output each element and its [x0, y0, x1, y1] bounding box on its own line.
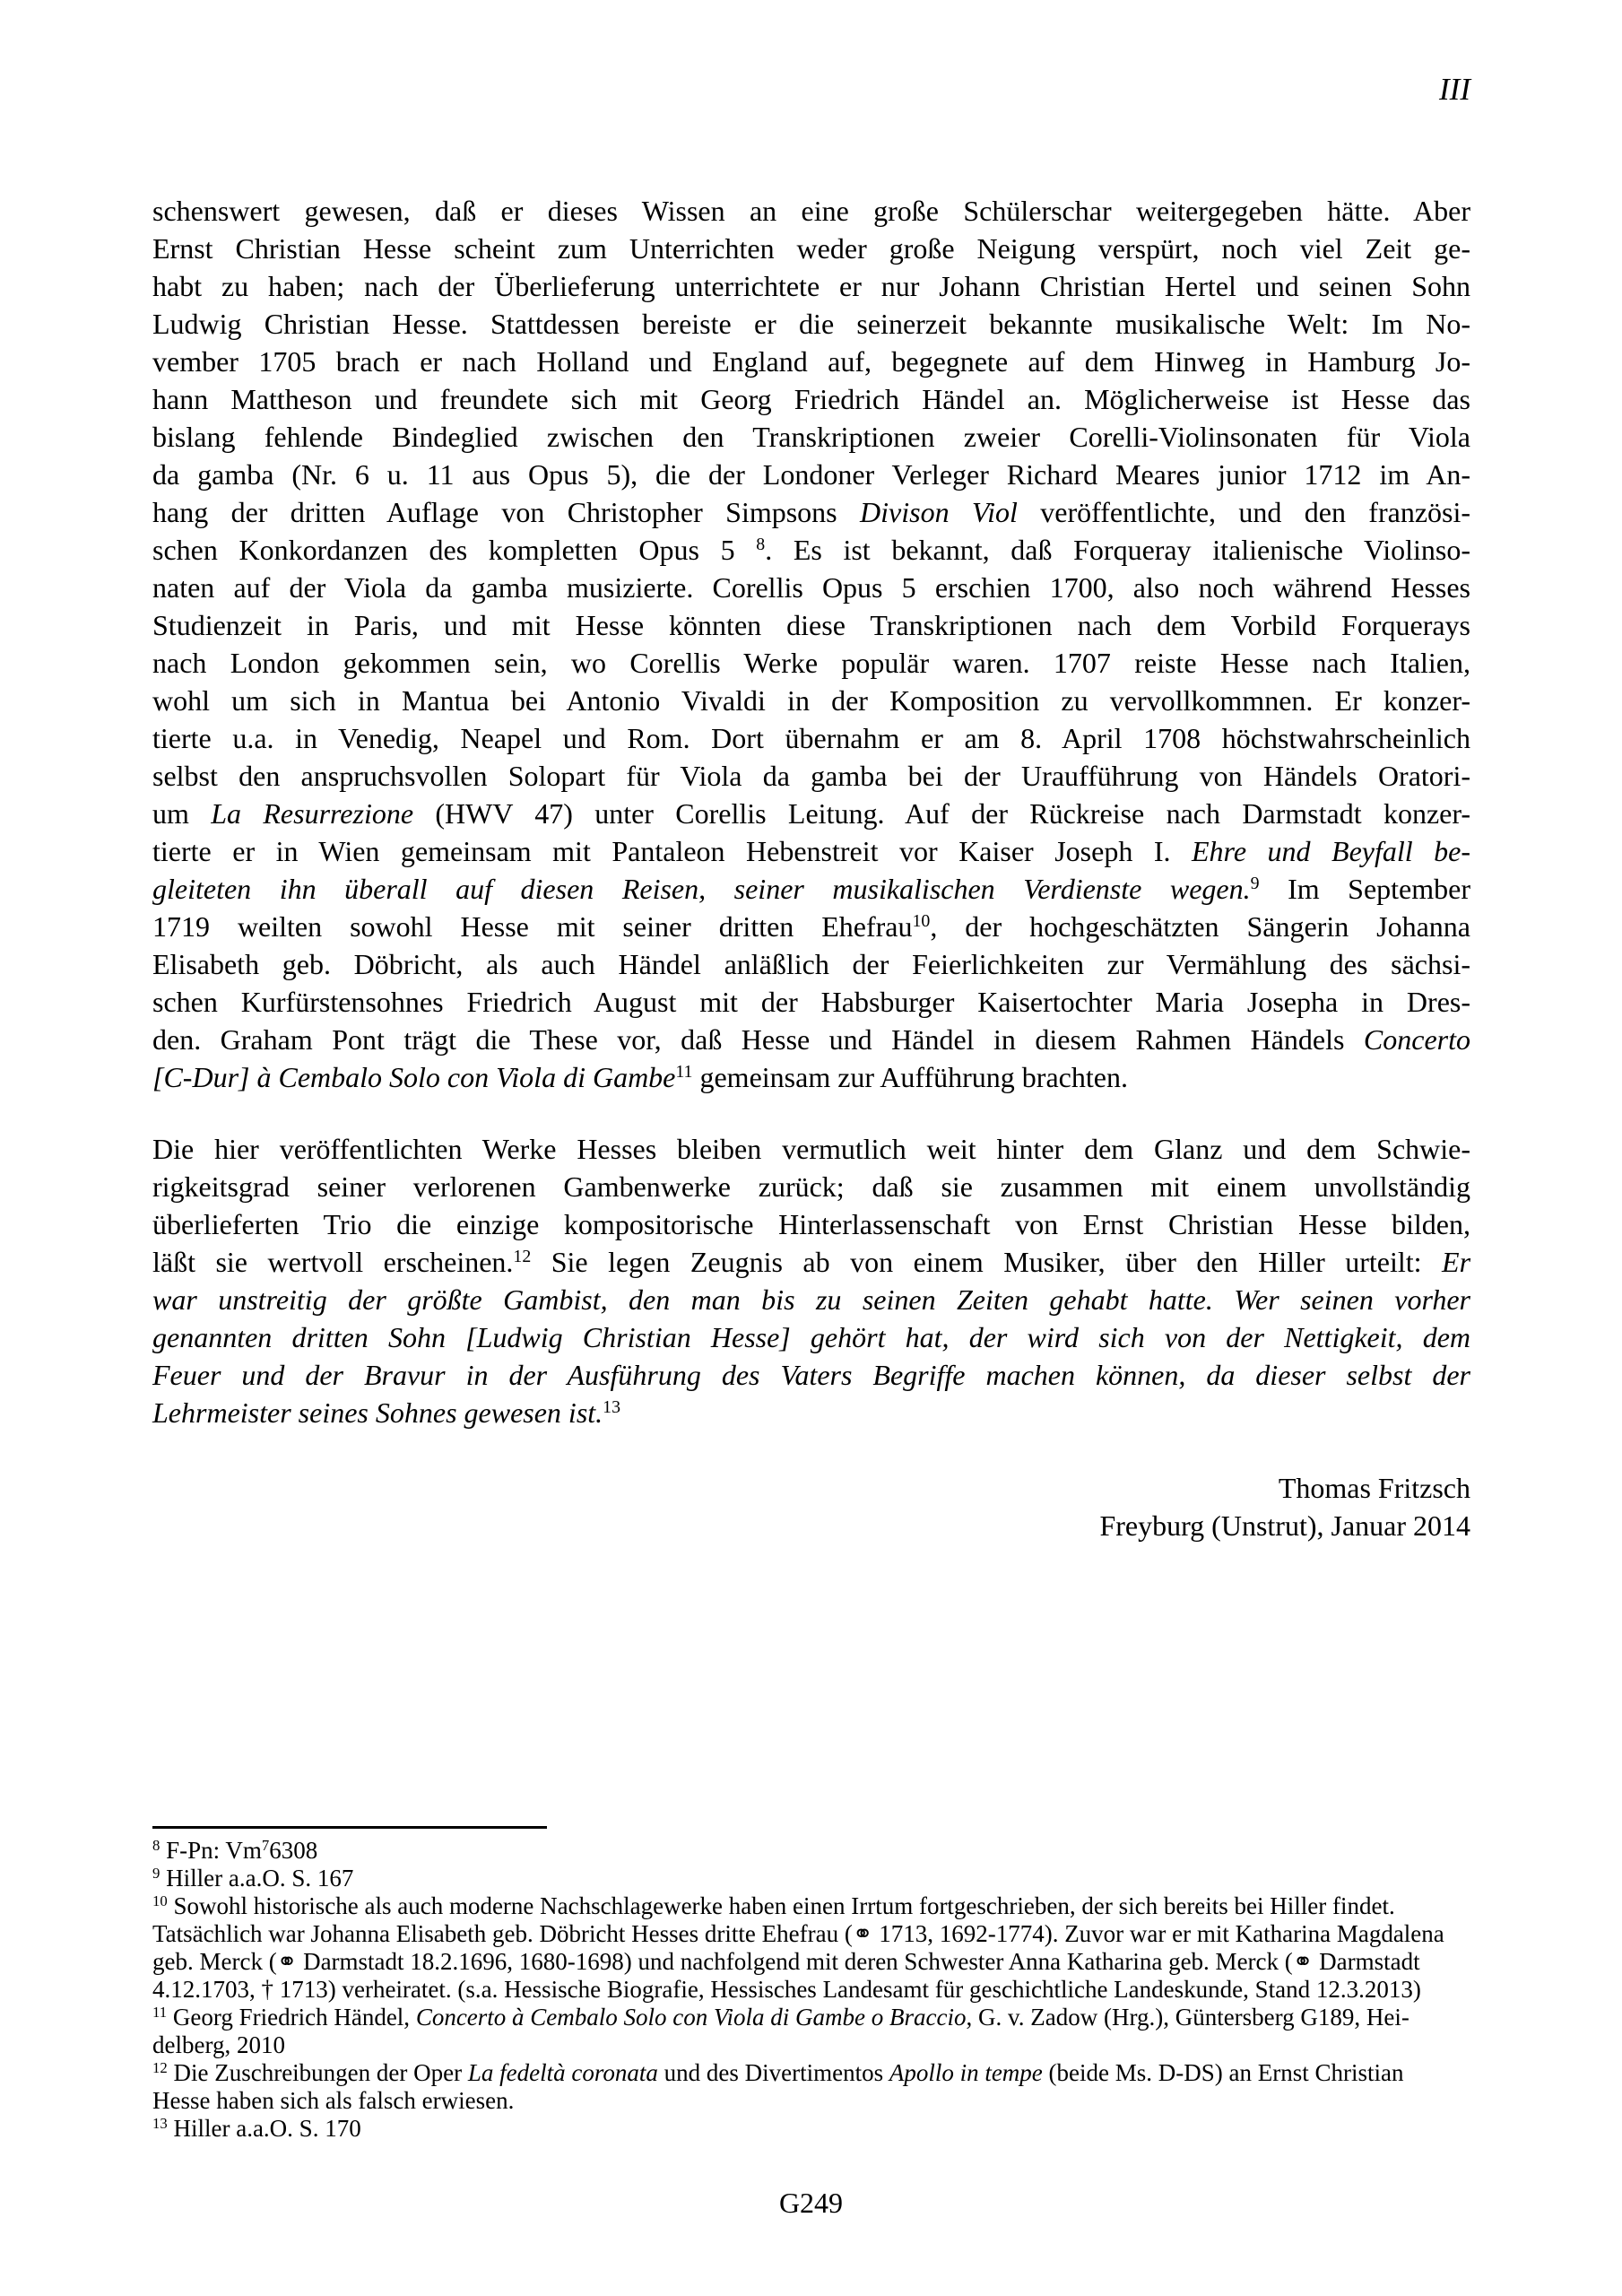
text-line: schen Kurfürstensohnes Friedrich August mit der Habsburger Kaisertochter Maria Josepha in Dres-	[152, 986, 1470, 1018]
text-line: Ernst Christian Hesse scheint zum Unterrichten weder große Neigung verspürt, noch viel Zeit ge-	[152, 232, 1470, 265]
text-line: $^{12}$ Die Zuschreibungen der Oper La fedeltà coronata und des Divertimentos Apollo in tempe (beide Ms. D-DS) an Ernst Christian	[152, 2058, 1404, 2086]
text-line: vember 1705 brach er nach Holland und England auf, begegnete auf dem Hinweg in Hamburg Jo-	[152, 345, 1470, 378]
text-line: bislang fehlende Bindeglied zwischen den Transkriptionen zweier Corelli-Violinsonaten für Viola	[152, 421, 1470, 453]
footnote-10	[152, 1892, 1470, 2004]
body-paragraph-2	[152, 1130, 1470, 1431]
footnote-12	[152, 2059, 1470, 2115]
text-line: $^{13}$ Hiller a.a.O. S. 170	[152, 2114, 361, 2142]
text-line: delberg, 2010	[152, 2031, 285, 2058]
text-line: Tatsächlich war Johanna Elisabeth geb. Döbricht Hesses dritte Ehefrau (⚭ 1713, 1692-1774). Zuvor war er mit Katharina Magdalena	[152, 1920, 1444, 1947]
text-line: da gamba (Nr. 6 u. 11 aus Opus 5), die der Londoner Verleger Richard Meares junior 1712 im An-	[152, 458, 1470, 491]
text-line: rigkeitsgrad seiner verlorenen Gambenwerke zurück; daß sie zusammen mit einem unvollständig	[152, 1170, 1470, 1203]
footnote-13	[152, 2115, 1470, 2143]
text-line: um La Resurrezione (HWV 47) unter Corellis Leitung. Auf der Rückreise nach Darmstadt konzer-	[152, 797, 1471, 830]
text-line: naten auf der Viola da gamba musizierte. Corellis Opus 5 erschien 1700, also noch während Hesses	[152, 571, 1470, 604]
text-line: war unstreitig der größte Gambist, den man bis zu seinen Zeiten gehabt hatte. Wer seinen vorher	[152, 1283, 1470, 1316]
text-line: Ludwig Christian Hesse. Stattdessen bereiste er die seinerzeit bekannte musikalische Welt: Im No-	[152, 308, 1470, 340]
text-line: wohl um sich in Mantua bei Antonio Vivaldi in der Komposition zu vervollkommnen. Er konzer-	[152, 684, 1470, 717]
text-line: Studienzeit in Paris, und mit Hesse könnten diese Transkriptionen nach dem Vorbild Forquerays	[152, 609, 1470, 641]
text-line: Die hier veröffentlichten Werke Hesses bleiben vermutlich weit hinter dem Glanz und dem Schwie-	[152, 1133, 1470, 1165]
text-line: $^{11}$ Georg Friedrich Händel, Concerto à Cembalo Solo con Viola di Gambe o Braccio, G. v. Zadow (Hrg.), Güntersberg G189, Hei-	[152, 2003, 1409, 2031]
signature-name: Thomas Fritzsch	[1278, 1472, 1470, 1504]
text-line: Hesse haben sich als falsch erwiesen.	[152, 2087, 515, 2114]
footnote-9	[152, 1865, 1470, 1892]
text-line: $^9$ Hiller a.a.O. S. 167	[152, 1864, 354, 1892]
text-line: $^8$ F-Pn: Vm$^7$6308	[152, 1836, 318, 1864]
signature-block	[152, 1469, 1470, 1544]
text-line: 4.12.1703, † 1713) verheiratet. (s.a. Hessische Biografie, Hessisches Landesamt für geschichtliche Landeskunde, Stand 12.3.2013)	[152, 1976, 1421, 2003]
text-line: [C-Dur] à Cembalo Solo con Viola di Gambe$^{11}$ gemeinsam zur Aufführung brachten.	[152, 1061, 1128, 1093]
text-line: Elisabeth geb. Döbricht, als auch Händel anläßlich der Feierlichkeiten zur Vermählung des sächsi-	[152, 948, 1470, 980]
text-line: genannten dritten Sohn [Ludwig Christian Hesse] gehört hat, der wird sich von der Nettigkeit, dem	[152, 1321, 1470, 1353]
text-line: selbst den anspruchsvollen Solopart für Viola da gamba bei der Uraufführung von Händels Oratori-	[152, 760, 1470, 792]
footnotes-section	[152, 1826, 1470, 2143]
page-number: III	[1439, 72, 1470, 107]
text-line: gleiteten ihn überall auf diesen Reisen, seiner musikalischen Verdienste wegen.$^9$ Im September	[152, 873, 1471, 905]
text-line: tierte u.a. in Venedig, Neapel und Rom. Dort übernahm er am 8. April 1708 höchstwahrscheinlich	[152, 722, 1470, 754]
text-line: läßt sie wertvoll erscheinen.$^{12}$ Sie legen Zeugnis ab von einem Musiker, über den Hiller urteilt: Er	[152, 1246, 1471, 1278]
text-line: 1719 weilten sowohl Hesse mit seiner dritten Ehefrau$^{10}$, der hochgeschätzten Sängerin Johanna	[152, 910, 1470, 943]
text-line: schenswert gewesen, daß er dieses Wissen an eine große Schülerschar weitergegeben hätte. Aber	[152, 195, 1470, 227]
body-paragraph-1	[152, 192, 1470, 1096]
footnote-11	[152, 2004, 1470, 2059]
text-line: geb. Merck (⚭ Darmstadt 18.2.1696, 1680-1698) und nachfolgend mit deren Schwester Anna Katharina geb. Merck (⚭ Darmstadt	[152, 1948, 1420, 1975]
text-line: Lehrmeister seines Sohnes gewesen ist.$^{13}$	[152, 1396, 620, 1429]
text-line: hann Mattheson und freundete sich mit Georg Friedrich Händel an. Möglicherweise ist Hesse das	[152, 383, 1470, 415]
text-line: nach London gekommen sein, wo Corellis Werke populär waren. 1707 reiste Hesse nach Italien,	[152, 647, 1470, 679]
text-line: habt zu haben; nach der Überlieferung unterrichtete er nur Johann Christian Hertel und seinen Sohn	[152, 270, 1470, 302]
text-line: Feuer und der Bravur in der Ausführung des Vaters Begriffe machen können, da dieser selbst der	[152, 1359, 1470, 1391]
footnote-separator	[152, 1826, 547, 1829]
text-line: tierte er in Wien gemeinsam mit Pantaleon Hebenstreit vor Kaiser Joseph I. Ehre und Beyfall be-	[152, 835, 1471, 867]
footnote-8	[152, 1837, 1470, 1865]
text-line: $^{10}$ Sowohl historische als auch moderne Nachschlagewerke haben einen Irrtum fortgeschrieben, der sich bereits bei Hiller findet.	[152, 1892, 1395, 1919]
text-line: den. Graham Pont trägt die These vor, daß Hesse und Händel in diesem Rahmen Händels Concerto	[152, 1023, 1470, 1056]
signature-place-date: Freyburg (Unstrut), Januar 2014	[1099, 1509, 1470, 1542]
main-text	[152, 192, 1470, 1544]
text-line: überlieferten Trio die einzige kompositorische Hinterlassenschaft von Ernst Christian Hesse bilden,	[152, 1208, 1470, 1240]
text-line: hang der dritten Auflage von Christopher Simpsons Divison Viol veröffentlichte, und den französi-	[152, 496, 1471, 528]
text-line: schen Konkordanzen des kompletten Opus 5 $^8$. Es ist bekannt, daß Forqueray italienische Violinso-	[152, 534, 1471, 566]
plate-number: G249	[778, 2187, 844, 2219]
